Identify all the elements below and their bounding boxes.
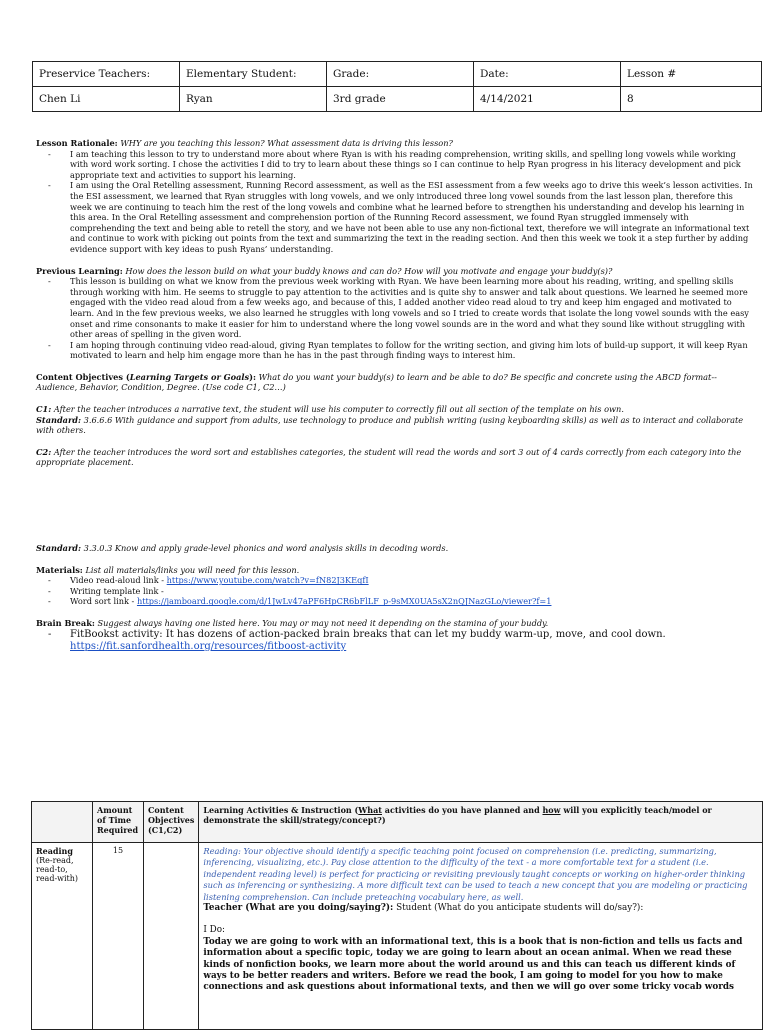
time-header: Amount of Time Required <box>93 802 144 843</box>
materials-prompt: List all materials/links you will need for this lesson. <box>82 564 300 575</box>
student-name: Ryan <box>180 87 327 112</box>
header-value-row <box>33 87 762 112</box>
lesson-number-value: 8 <box>621 87 762 112</box>
word-sort-link[interactable]: https://jamboard.google.com/d/1JwLv47aPF6HpCR6bFlLF_p-9sMX0UA5sX2nQJNazGLo/viewer?f=1 <box>136 596 552 607</box>
preservice-teachers-label: Preservice Teachers: <box>33 62 180 87</box>
c2-text: After the teacher introduces the word sort and establishes categories, the student will read the words and sort 3 out of 4 cards correctly from each category into the appropriate placement. <box>36 446 742 468</box>
standard-2 <box>36 543 756 554</box>
standard-1-label: Standard: <box>36 414 82 425</box>
materials-heading <box>36 565 756 576</box>
reading-label-cell <box>32 843 93 1030</box>
objectives-label: Content Objectives ( <box>36 371 130 382</box>
rationale-prompt: WHY are you teaching this lesson? What assessment data is driving this lesson? <box>120 138 453 148</box>
empty-header-cell <box>32 802 93 843</box>
objectives-label-end: ): <box>249 371 257 382</box>
activities-table <box>31 801 763 1030</box>
c1-text: After the teacher introduces a narrative text, the student will use his computer to correctly fill out all section of the template on his own. <box>51 404 624 415</box>
activities-header <box>199 802 763 843</box>
reading-guidance: Reading: Your objective should identify a specific teaching point focused on comprehension (i.e. predicting, summarizing, inferencing, visualizing, etc.). Pay close attention to the difficulty of the text - a more comfortable text for a student (i.e. independent reading level) is perfect for practicing or revisiting previously taught concepts or working on higher-order thinking such as inferencing or synthesizing. A more difficult text can be used to teach a new concept that you are modeling or practicing listening comprehension. Can include preteaching vocabulary here, as well. <box>203 846 748 902</box>
reading-row <box>32 843 763 1030</box>
date-value: 4/14/2021 <box>474 87 621 112</box>
previous-learning-list <box>36 276 756 361</box>
activities-header-part: will you explicitly teach/model or demonstrate the skill/strategy/concept?) <box>203 805 712 825</box>
elementary-student-label: Elementary Student: <box>180 62 327 87</box>
objectives-label-italic: Learning Targets or Goals <box>129 371 250 382</box>
reading-objectives-cell <box>144 843 199 1030</box>
previous-learning-prompt: How does the lesson build on what your buddy knows and can do? How will you motivate and engage your buddy(s)? <box>125 265 613 276</box>
material-item <box>70 586 756 597</box>
header-table <box>32 61 762 112</box>
date-label: Date: <box>474 62 621 87</box>
objectives-prompt: What do you want your buddy(s) to learn and be able to do? Be specific and concrete using the ABCD format--Audience, Behavior, Condition, Degree. (Use code C1, C2…) <box>36 371 717 393</box>
reading-label: Reading <box>36 846 73 856</box>
activities-header-what: What <box>358 805 382 815</box>
rationale-item: - I am teaching this lesson to try to understand more about where Ryan is with his reading comprehension, writing skills, and spelling long vowels while working with word work sorting. I chose the activities I did to try to learn about these things so I can continue to help Ryan progress in his literacy development and pick appropriate text and activities to support his learning. <box>70 149 756 181</box>
standard-1 <box>36 415 756 436</box>
i-do-text: Today we are going to work with an informational text, this is a book that is non-fiction and tells us facts and information about a specific topic, today we are going to learn about an ocean animal. When we read these kinds of nonfiction books, we learn more about the world around us and this can teach us different kinds of ways to be better readers and writers. Before we read the book, I am going to model for you how to make connections and ask questions about informational texts, and then we will go over some tricky vocab words <box>203 936 743 993</box>
rationale-list <box>36 149 756 255</box>
materials-label: Materials: <box>36 564 83 575</box>
video-read-aloud-link[interactable]: https://www.youtube.com/watch?v=fN82J3KEqfI <box>166 575 369 586</box>
material-item <box>70 596 756 607</box>
activities-header-part: Learning Activities & Instruction ( <box>203 805 359 815</box>
fitboost-link[interactable]: https://fit.sanfordhealth.org/resources/fitboost-activity <box>70 640 347 652</box>
material-text: Writing template link - <box>70 585 164 596</box>
header-label-row <box>33 62 762 87</box>
previous-learning-label: Previous Learning: <box>36 265 123 276</box>
c2-code: C2: <box>36 446 52 457</box>
standard-2-text: 3.3.0.3 Know and apply grade-level phonics and word analysis skills in decoding words. <box>81 543 449 554</box>
brain-break-label: Brain Break: <box>36 618 95 628</box>
objectives-header: Content Objectives (C1,C2) <box>144 802 199 843</box>
brain-break-heading <box>36 618 756 629</box>
standard-1-text: 3.6.6.6 With guidance and support from adults, use technology to produce and publish writing (using keyboarding skills) as well as to interact and collaborate with others. <box>36 414 744 436</box>
c1-code: C1: <box>36 404 52 415</box>
brain-break-text: FitBookst activity: It has dozens of action-packed brain breaks that can let my buddy warm-up, move, and cool down. <box>70 628 666 640</box>
teacher-student-line <box>203 903 758 914</box>
grade-label: Grade: <box>327 62 474 87</box>
rationale-item: - I am using the Oral Retelling assessment, Running Record assessment, as well as the ESI assessment from a few weeks ago to drive this week’s lesson activities. In the ESI assessment, we learned that Ryan struggles with long vowels, and we only introduced three long vowel sounds from the last lesson plan, therefore this week we are continuing to teach him the rest of the long vowels and combine what he learned before to strengthen his understanding and develop his learning in this area. In the Oral Retelling assessment and comprehension portion of the Running Record assessment, we found Ryan struggled immensely with comprehending the text and being able to retell the story, and we have not been able to use any non-fictional text, therefore we will integrate an informational text and continue to work with picking out points from the text and summarizing the text in the reading section. And then this week we took it a step further by adding evidence support with key ideas to push Ryans’ understanding. <box>70 180 756 254</box>
i-do-label: I Do: <box>203 925 225 936</box>
teacher-name: Chen Li <box>33 87 180 112</box>
rationale-heading <box>36 138 756 149</box>
activities-header-part: activities do you have planned and <box>381 805 543 815</box>
activities-header-row <box>32 802 763 843</box>
activities-header-how: how <box>542 805 561 815</box>
reading-sublabel: (Re-read, read-to, read-with) <box>36 856 79 883</box>
materials-list <box>36 575 756 607</box>
objective-c1 <box>36 404 756 415</box>
standard-2-label: Standard: <box>36 543 82 554</box>
material-item <box>70 575 756 586</box>
teacher-label: Teacher (What are you doing/saying?): <box>203 903 394 914</box>
brain-break-item <box>70 629 756 653</box>
material-text: Word sort link - <box>70 596 137 607</box>
material-text: Video read-aloud link - <box>70 575 167 586</box>
previous-learning-item: - I am hoping through continuing video read-aloud, giving Ryan templates to follow for the writing section, and giving him lots of build-up support, it will keep Ryan motivated to learn and help him engage more than he has in the past through finding ways to interest him. <box>70 340 756 361</box>
student-prompt: Student (What do you anticipate students will do/say?): <box>393 903 644 914</box>
objective-c2 <box>36 447 756 468</box>
brain-break-list <box>36 629 756 653</box>
brain-break-prompt: Suggest always having one listed here. You may or may not need it depending on the stamina of your buddy. <box>94 618 549 628</box>
previous-learning-item: - This lesson is building on what we know from the previous week working with Ryan. We have been learning more about his reading, writing, and spelling skills through working with him. He seems to struggle to pay attention to the activities and is quite shy to answer and talk about questions. We learned he seemed more engaged with the video read aloud from a few weeks ago, and because of this, I added another video read aloud to try and keep him engaged and motivated to learn. And in the few previous weeks, we also learned he struggles with long vowels and so I tried to create words that isolate the long vowel sounds with the easy onset and rime consonants to make it easier for him to understand where the long vowel sounds are in the word and what they sound like without struggling with other areas of spelling in the given word. <box>70 276 756 340</box>
grade-value: 3rd grade <box>327 87 474 112</box>
lesson-number-label: Lesson # <box>621 62 762 87</box>
previous-learning-heading <box>36 266 756 277</box>
rationale-label: Lesson Rationale: <box>36 138 118 148</box>
content-objectives-heading <box>36 372 756 393</box>
reading-activities-cell <box>199 843 763 1030</box>
reading-time: 15 <box>93 843 144 1030</box>
lesson-body <box>36 138 756 653</box>
